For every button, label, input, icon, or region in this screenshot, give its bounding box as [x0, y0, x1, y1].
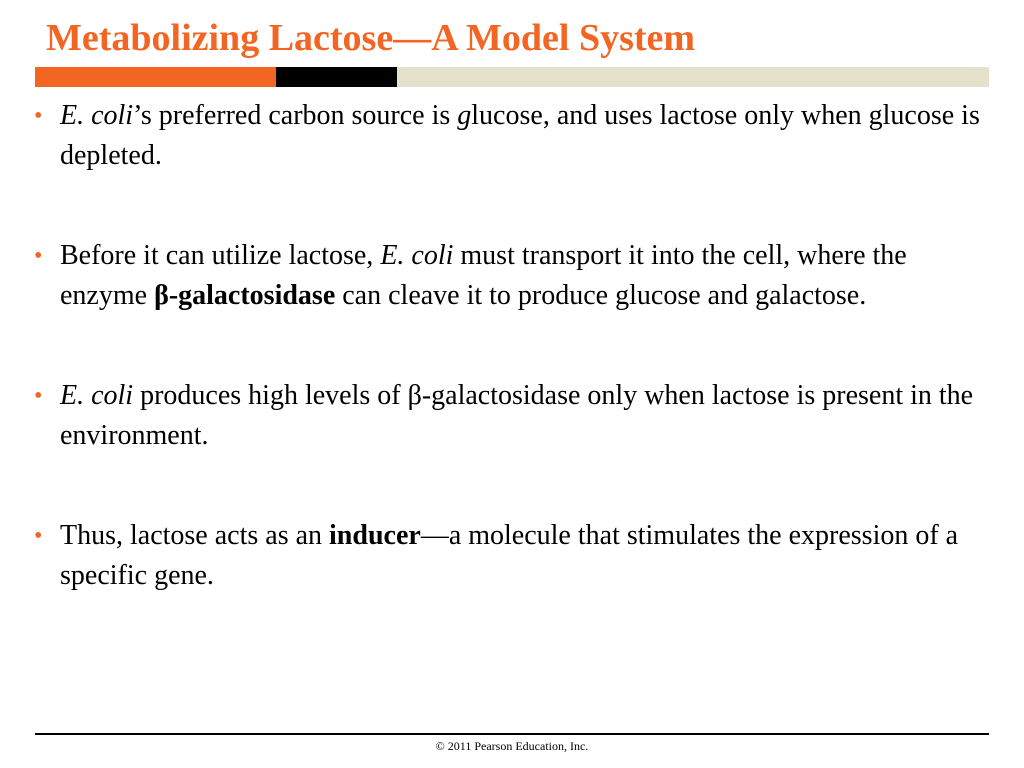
organism-name: E. coli	[60, 380, 134, 411]
bullet-text: must transport it into the cell, where the enzyme	[60, 240, 907, 311]
bullet-text: produces high levels of β-galactosidase only when lactose is present in the environment.	[60, 380, 974, 451]
title-bar-black-segment	[276, 67, 397, 87]
bullet-text: ’s preferred carbon source is	[133, 100, 458, 131]
bullet-item-4	[34, 516, 994, 596]
bullet-icon: •	[34, 243, 43, 269]
bullet-text: lucose, and uses lactose only when glucose is depleted.	[60, 100, 980, 171]
organism-name: E. coli	[60, 100, 134, 131]
bullet-text-italic: g	[457, 100, 472, 131]
bullet-icon: •	[34, 523, 43, 549]
organism-name: E. coli	[380, 240, 454, 271]
title-bar-orange-segment	[35, 67, 276, 87]
bullet-icon: •	[34, 383, 43, 409]
bullet-list	[34, 96, 994, 596]
title-underline-bar	[35, 67, 989, 87]
slide-title: Metabolizing Lactose—A Model System	[46, 17, 696, 59]
bullet-text: Before it can utilize lactose,	[60, 240, 381, 271]
bullet-text: Thus, lactose acts as an	[60, 520, 330, 551]
key-term-inducer: inducer	[329, 520, 421, 551]
bullet-item-1	[34, 96, 994, 176]
bullet-item-3	[34, 376, 994, 456]
key-term-beta-galactosidase: β-galactosidase	[154, 280, 336, 311]
bullet-item-2	[34, 236, 994, 316]
bullet-text: can cleave it to produce glucose and galactose.	[335, 280, 867, 311]
title-bar-beige-segment	[397, 67, 989, 87]
bullet-icon: •	[34, 103, 43, 129]
footer-copyright: © 2011 Pearson Education, Inc.	[435, 739, 589, 753]
bullet-text: —a molecule that stimulates the expression of a specific gene.	[60, 520, 959, 591]
footer-divider	[35, 733, 989, 735]
